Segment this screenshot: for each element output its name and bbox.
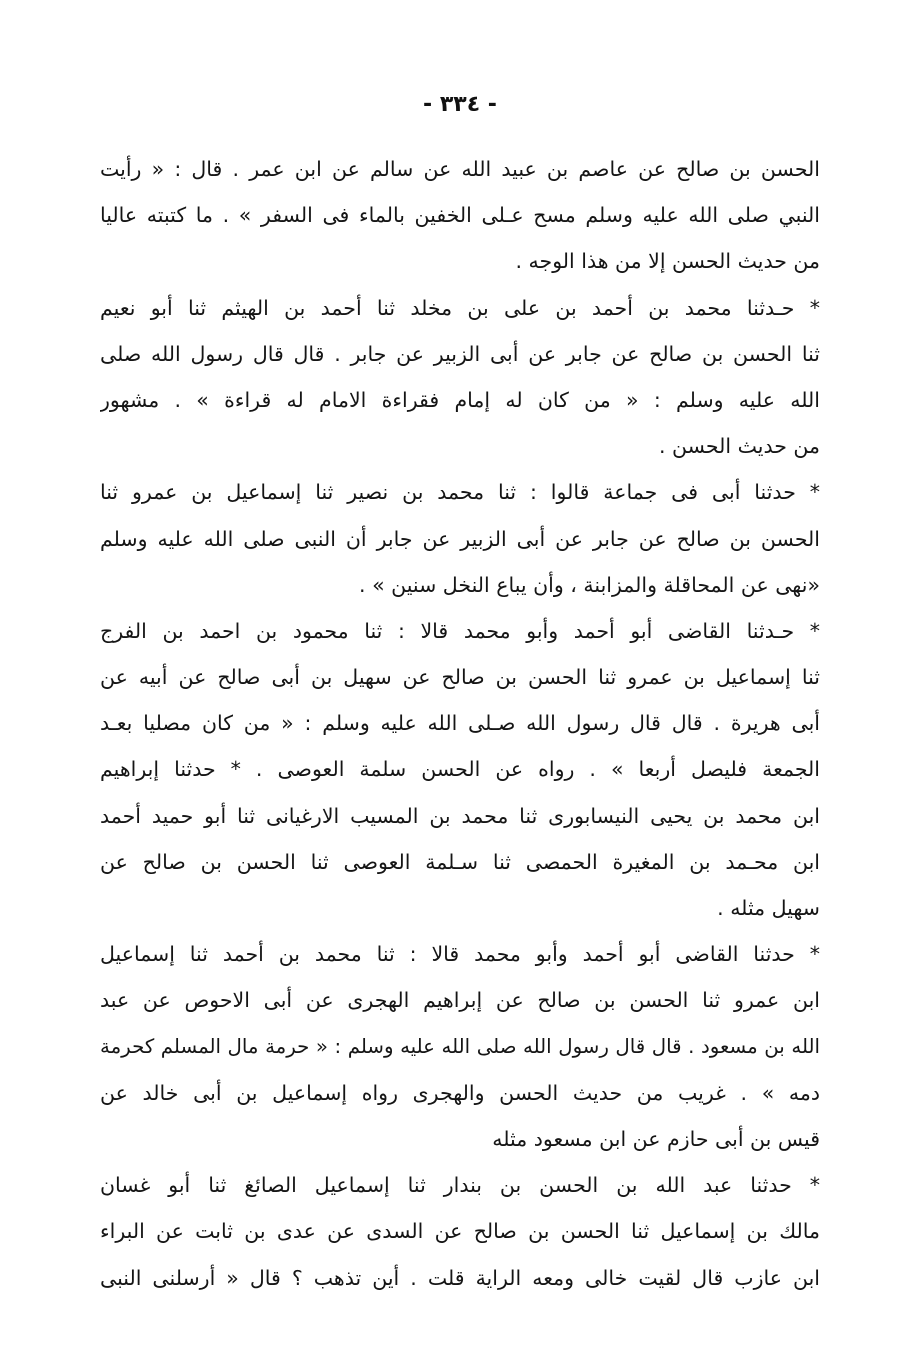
text-line: من حديث الحسن . bbox=[659, 434, 820, 459]
text-line: ابن عازب قال لقيت خالى ومعه الراية قلت . أين تذهب ؟ قال « أرسلنى النبى bbox=[100, 1265, 820, 1290]
text-line: الحسن بن صالح عن عاصم بن عبيد الله عن سالم عن ابن عمر . قال : « رأيت bbox=[100, 157, 820, 181]
text-line: ثنا إسماعيل بن عمرو ثنا الحسن بن صالح عن سهيل بن أبى صالح عن أبيه عن bbox=[100, 665, 820, 690]
text-line: من حديث الحسن إلا من هذا الوجه . bbox=[515, 249, 820, 274]
text-line: الحسن بن صالح عن جابر عن أبى الزبير عن جابر أن النبى صلى الله عليه وسلم bbox=[100, 526, 820, 551]
text-line: ثنا الحسن بن صالح عن جابر عن أبى الزبير عن جابر . قال قال رسول الله صلى bbox=[100, 341, 820, 366]
text-line: الجمعة فليصل أربعا » . رواه عن الحسن سلمة العوصى . * حدثنا إبراهيم bbox=[100, 757, 820, 782]
text-line: ابن عمرو ثنا الحسن بن صالح عن إبراهيم الهجرى عن أبى الاحوص عن عبد bbox=[100, 988, 820, 1013]
text-line: «نهى عن المحاقلة والمزابنة ، وأن يباع النخل سنين » . bbox=[359, 572, 820, 597]
paragraph bbox=[100, 931, 820, 1162]
paragraph bbox=[100, 285, 820, 470]
text-line: ابن محمد بن يحيى النيسابورى ثنا محمد بن المسيب الارغيانى ثنا أبو حميد أحمد bbox=[100, 803, 820, 828]
text-line: ابن محـمد بن المغيرة الحمصى ثنا سـلمة العوصى ثنا الحسن بن صالح عن bbox=[100, 849, 820, 874]
text-body bbox=[100, 146, 820, 1301]
text-line: الله بن مسعود . قال قال رسول الله صلى الله عليه وسلم : « حرمة مال المسلم كحرمة bbox=[100, 1034, 820, 1058]
text-line: * حدثنا القاضى أبو أحمد وأبو محمد قالا : ثنا محمد بن أحمد ثنا إسماعيل bbox=[100, 942, 820, 967]
text-line: مالك بن إسماعيل ثنا الحسن بن صالح عن السدى عن عدى بن ثابت عن البراء bbox=[100, 1219, 820, 1244]
text-line: * حـدثنا القاضى أبو أحمد وأبو محمد قالا : ثنا محمود بن احمد بن الفرج bbox=[100, 618, 820, 643]
text-line: دمه » . غريب من حديث الحسن والهجرى رواه إسماعيل بن أبى خالد عن bbox=[100, 1080, 820, 1105]
text-line: * حدثنا أبى فى جماعة قالوا : ثنا محمد بن نصير ثنا إسماعيل بن عمرو ثنا bbox=[100, 480, 820, 505]
text-line: الله عليه وسلم : « من كان له إمام فقراءة الامام له قراءة » . مشهور bbox=[100, 387, 820, 412]
page-number: - ٣٣٤ - bbox=[423, 92, 497, 117]
text-line: قيس بن أبى حازم عن ابن مسعود مثله bbox=[492, 1126, 820, 1151]
text-line: النبي صلى الله عليه وسلم مسح عـلى الخفين بالماء فى السفر » . ما كتبته عاليا bbox=[100, 203, 820, 228]
paragraph bbox=[100, 469, 820, 608]
paragraph bbox=[100, 608, 820, 931]
text-line: سهيل مثله . bbox=[717, 896, 820, 920]
text-line: أبى هريرة . قال قال رسول الله صـلى الله عليه وسلم : « من كان مصليا بعـد bbox=[100, 711, 820, 736]
text-line: * حـدثنا محمد بن أحمد بن على بن مخلد ثنا أحمد بن الهيثم ثنا أبو نعيم bbox=[100, 295, 820, 320]
paragraph bbox=[100, 146, 820, 285]
paragraph bbox=[100, 1162, 820, 1301]
text-line: * حدثنا عبد الله بن الحسن بن بندار ثنا إسماعيل الصائغ ثنا أبو غسان bbox=[100, 1173, 820, 1198]
